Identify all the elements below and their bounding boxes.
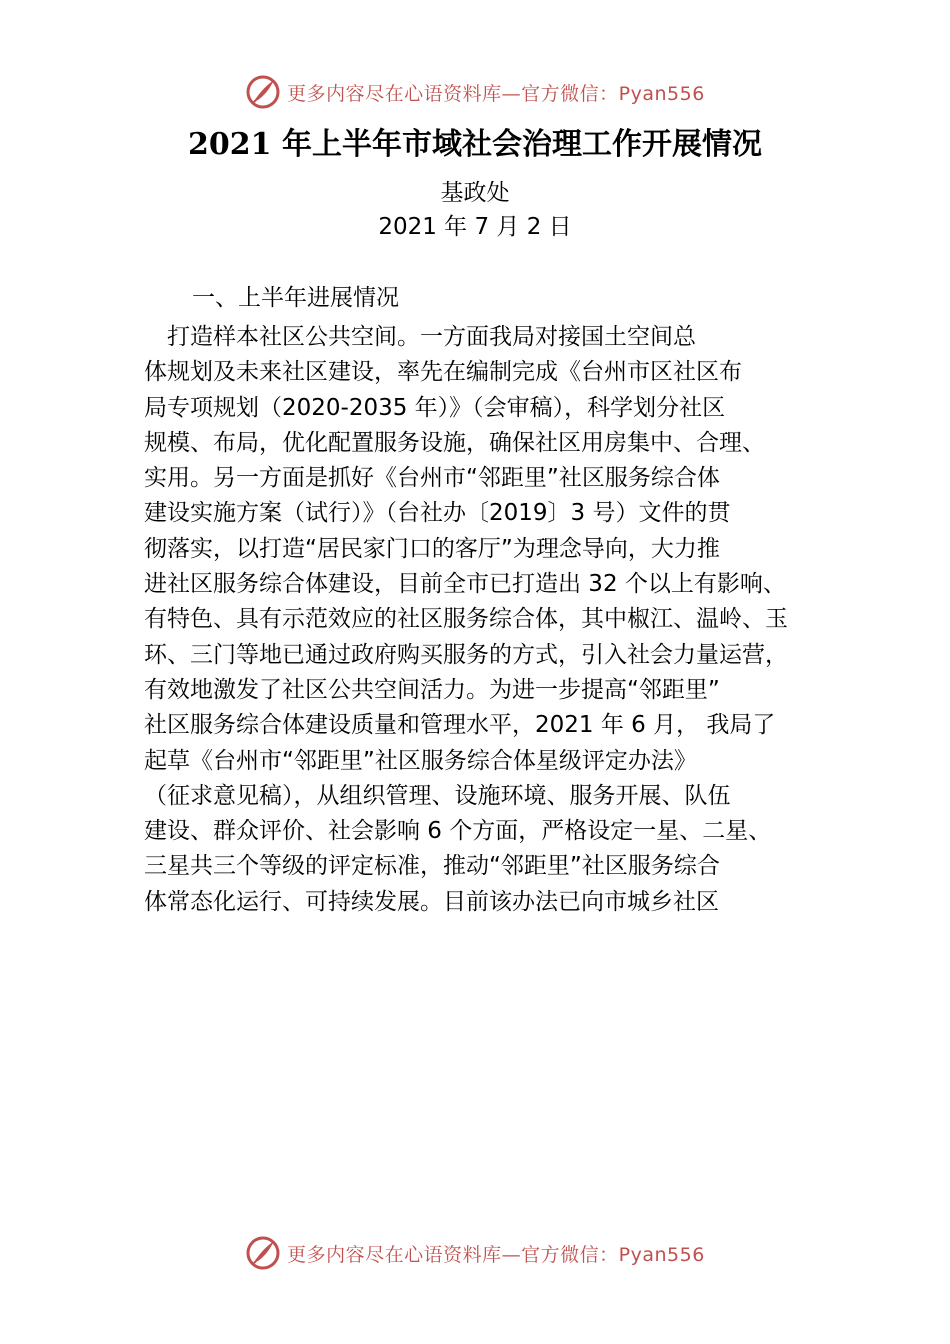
body-line: （征求意见稿），从组织管理、设施环境、服务开展、队伍 <box>144 782 731 809</box>
document-title: 2021 年上半年市域社会治理工作开展情况 <box>188 127 762 162</box>
body-line: 有特色、具有示范效应的社区服务综合体，其中椒江、温岭、玉 <box>144 606 788 633</box>
body-paragraph <box>144 320 834 920</box>
body-line: 彻落实，以打造“居民家门口的客厅”为理念导向，大力推 <box>144 535 720 562</box>
body-line: 有效地激发了社区公共空间活力。为进一步提高“邻距里” <box>144 676 720 703</box>
document-date: 2021 年 7 月 2 日 <box>378 214 572 240</box>
body-line: 建设实施方案（试行）》（台社办〔2019〕3 号）文件的贯 <box>144 500 731 527</box>
body-line: 局专项规划（2020-2035 年）》（会审稿），科学划分社区 <box>144 394 726 421</box>
watermark-wechat-id: Pyan556 <box>618 82 705 105</box>
quill-seal-icon <box>245 74 281 110</box>
body-line: 环、三门等地已通过政府购买服务的方式，引入社会力量运营， <box>144 641 788 668</box>
body-line: 实用。另一方面是抓好《台州市“邻距里”社区服务综合体 <box>144 465 720 492</box>
body-line: 社区服务综合体建设质量和管理水平，2021 年 6 月， 我局了 <box>144 712 776 739</box>
body-line: 体规划及未来社区建设，率先在编制完成《台州市区社区布 <box>144 359 742 386</box>
watermark-text: 更多内容尽在心语资料库—官方微信：Pyan556 <box>287 1243 705 1266</box>
quill-seal-icon <box>245 1235 281 1271</box>
watermark-footer <box>0 1233 950 1273</box>
watermark-header <box>0 72 950 112</box>
body-line: 三星共三个等级的评定标准，推动“邻距里”社区服务综合 <box>144 853 720 880</box>
watermark-text: 更多内容尽在心语资料库—官方微信：Pyan556 <box>287 82 705 105</box>
body-line: 规模、布局，优化配置服务设施，确保社区用房集中、合理、 <box>144 429 765 456</box>
body-line: 起草《台州市“邻距里”社区服务综合体星级评定办法》 <box>144 747 697 774</box>
body-line: 打造样本社区公共空间。一方面我局对接国土空间总 <box>144 324 696 350</box>
body-line: 进社区服务综合体建设，目前全市已打造出 32 个以上有影响、 <box>144 571 786 598</box>
document-department: 基政处 <box>440 180 510 206</box>
body-line: 体常态化运行、可持续发展。目前该办法已向市城乡社区 <box>144 888 719 915</box>
body-line: 建设、群众评价、社会影响 6 个方面，严格设定一星、二星、 <box>144 818 772 845</box>
watermark-wechat-id: Pyan556 <box>618 1243 705 1266</box>
section-heading: 一、上半年进展情况 <box>192 285 399 311</box>
